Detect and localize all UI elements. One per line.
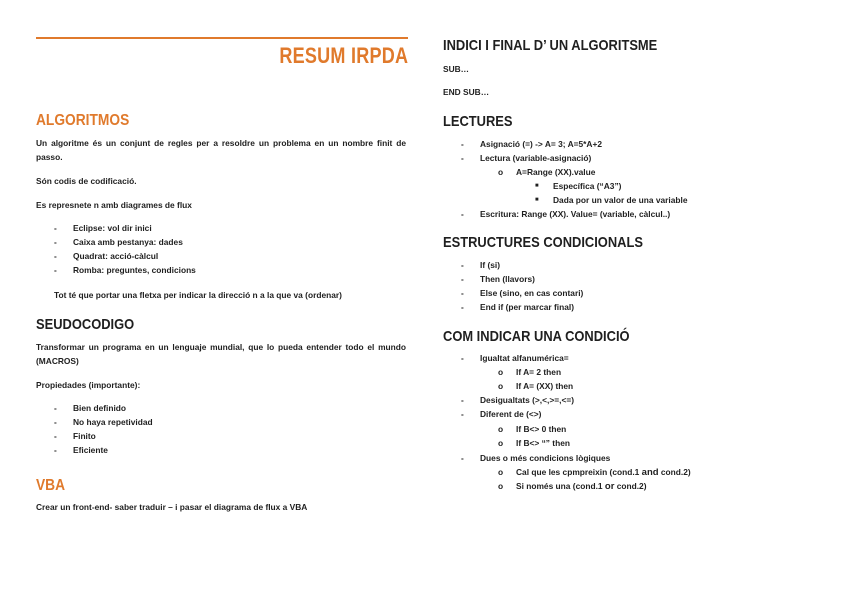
bullet-circle: o bbox=[498, 481, 504, 491]
list-item: Lectura (variable-asignació) bbox=[480, 153, 592, 163]
and-text-pre: Cal que les cpmpreixin (cond.1 bbox=[516, 467, 642, 477]
list-item: End if (per marcar final) bbox=[480, 302, 575, 312]
bullet-dash: - bbox=[461, 288, 464, 298]
bullet-dash: - bbox=[461, 209, 464, 219]
algoritmos-diagrames: Es represnete n amb diagrames de flux bbox=[36, 200, 192, 210]
bullet-dash: - bbox=[54, 223, 57, 233]
list-item: If (si) bbox=[480, 260, 501, 270]
list-item: Específica (“A3”) bbox=[553, 181, 622, 191]
or-keyword: or bbox=[604, 481, 615, 492]
page-title: RESUM IRPDA bbox=[279, 43, 408, 68]
list-item: If A= (XX) then bbox=[516, 381, 574, 391]
end-sub-line: END SUB… bbox=[443, 87, 490, 97]
bullet-dash: - bbox=[461, 153, 464, 163]
list-item-or bbox=[516, 481, 647, 492]
algoritmos-definition: Un algoritme és un conjunt de regles per a resoldre un problema en un nombre finit de passo. bbox=[36, 138, 406, 162]
bullet-circle: o bbox=[498, 381, 504, 391]
title-rule bbox=[36, 37, 408, 39]
bullet-dash: - bbox=[461, 453, 464, 463]
list-item: No haya repetividad bbox=[73, 417, 153, 427]
list-item: Bien definido bbox=[73, 403, 127, 413]
heading-algoritmos: ALGORITMOS bbox=[36, 112, 130, 129]
list-item: Caixa amb pestanya: dades bbox=[73, 237, 183, 247]
list-item: Desigualtats (>,<,>=,<=) bbox=[480, 395, 575, 405]
heading-estructures: ESTRUCTURES CONDICIONALS bbox=[443, 234, 643, 251]
bullet-dash: - bbox=[461, 260, 464, 270]
seudocodigo-propiedades: Propiedades (importante): bbox=[36, 380, 141, 390]
bullet-circle: o bbox=[498, 367, 504, 377]
bullet-dash: - bbox=[54, 417, 57, 427]
list-item-and bbox=[516, 467, 691, 478]
bullet-dash: - bbox=[461, 302, 464, 312]
list-item: Quadrat: acció-càlcul bbox=[73, 251, 159, 261]
bullet-square: ■ bbox=[535, 197, 539, 203]
heading-com-indicar: COM INDICAR UNA CONDICIÓ bbox=[443, 328, 630, 345]
bullet-dash: - bbox=[461, 353, 464, 363]
or-text-post: cond.2) bbox=[614, 481, 647, 491]
seudocodigo-definition: Transformar un programa en un lenguaje mundial, que lo pueda entender todo el mundo (MACROS) bbox=[36, 342, 406, 366]
bullet-dash: - bbox=[54, 251, 57, 261]
list-item: Then (llavors) bbox=[480, 274, 535, 284]
algoritmos-note: Tot té que portar una fletxa per indicar la direcció n a la que va (ordenar) bbox=[54, 290, 342, 300]
bullet-circle: o bbox=[498, 167, 504, 177]
bullet-dash: - bbox=[461, 139, 464, 149]
list-item: Finito bbox=[73, 431, 96, 441]
list-item: A=Range (XX).value bbox=[516, 167, 596, 177]
list-item: Dues o més condicions lògiques bbox=[480, 453, 611, 463]
bullet-dash: - bbox=[54, 237, 57, 247]
list-item: Eficiente bbox=[73, 445, 108, 455]
and-keyword: and bbox=[641, 467, 659, 478]
algoritmos-codis: Són codis de codificació. bbox=[36, 176, 137, 186]
vba-description: Crear un front-end- saber traduir – i pasar el diagrama de flux a VBA bbox=[36, 502, 308, 512]
list-item: Romba: preguntes, condicions bbox=[73, 265, 196, 275]
bullet-circle: o bbox=[498, 424, 504, 434]
list-item: Else (sino, en cas contari) bbox=[480, 288, 584, 298]
list-item: Igualtat alfanumérica= bbox=[480, 353, 569, 363]
heading-seudocodigo: SEUDOCODIGO bbox=[36, 316, 135, 333]
list-item: Dada por un valor de una variable bbox=[553, 195, 688, 205]
list-item: Asignació (=) -> A= 3; A=5*A+2 bbox=[480, 139, 603, 149]
list-item: If B<> “” then bbox=[516, 438, 570, 448]
list-item: Diferent de (<>) bbox=[480, 409, 542, 419]
sub-line: SUB… bbox=[443, 64, 470, 74]
bullet-dash: - bbox=[461, 274, 464, 284]
heading-inici-final: INDICI I FINAL D’ UN ALGORITSME bbox=[443, 37, 658, 54]
list-item: Escritura: Range (XX). Value= (variable, càlcul..) bbox=[480, 209, 671, 219]
bullet-dash: - bbox=[54, 265, 57, 275]
bullet-circle: o bbox=[498, 438, 504, 448]
heading-vba: VBA bbox=[36, 477, 66, 494]
list-item: If A= 2 then bbox=[516, 367, 562, 377]
bullet-dash: - bbox=[461, 409, 464, 419]
list-item: If B<> 0 then bbox=[516, 424, 567, 434]
bullet-dash: - bbox=[461, 395, 464, 405]
heading-lectures: LECTURES bbox=[443, 113, 513, 130]
or-text-pre: Si només una (cond.1 bbox=[516, 481, 605, 491]
list-item: Eclipse: vol dir inici bbox=[73, 223, 152, 233]
bullet-dash: - bbox=[54, 431, 57, 441]
bullet-square: ■ bbox=[535, 183, 539, 189]
bullet-circle: o bbox=[498, 467, 504, 477]
bullet-dash: - bbox=[54, 445, 57, 455]
bullet-dash: - bbox=[54, 403, 57, 413]
and-text-post: cond.2) bbox=[658, 467, 691, 477]
